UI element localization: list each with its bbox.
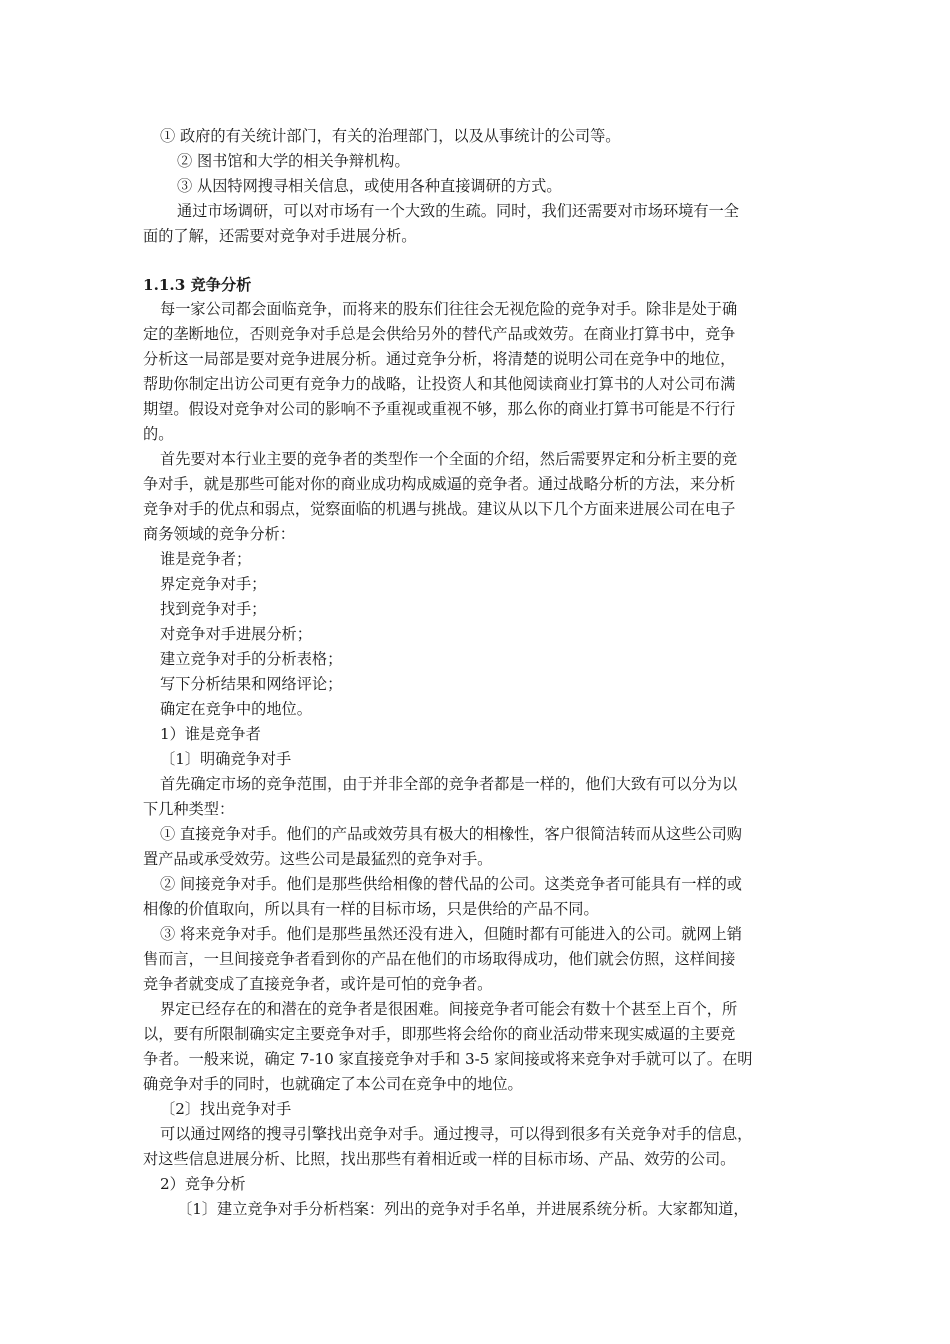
list-item: 找到竞争对手； xyxy=(160,600,267,618)
paragraph-line: 定的垄断地位，否则竞争对手总是会供给另外的替代产品或效劳。在商业打算书中，竞争 xyxy=(143,325,736,343)
list-item-source-2: ② 图书馆和大学的相关争辩机构。 xyxy=(177,152,410,170)
list-item-source-1: ① 政府的有关统计部门，有关的治理部门，以及从事统计的公司等。 xyxy=(160,127,621,145)
list-item: 写下分析结果和网络评论； xyxy=(160,675,343,693)
subheading: 〔1〕明确竞争对手 xyxy=(160,750,292,768)
section-heading: 1.1.3 竞争分析 xyxy=(143,276,252,294)
paragraph-line: 争者。一般来说，确定 7-10 家直接竞争对手和 3-5 家间接或将来竞争对手就可以了。在明 xyxy=(143,1050,753,1068)
list-item: 界定竞争对手； xyxy=(160,575,267,593)
paragraph-line: 分析这一局部是要对竞争进展分析。通过竞争分析，将清楚的说明公司在竞争中的地位， xyxy=(143,350,736,368)
list-item: 对竞争对手进展分析； xyxy=(160,625,312,643)
list-item: ② 间接竞争对手。他们是那些供给相像的替代品的公司。这类竞争者可能具有一样的或 xyxy=(160,875,742,893)
subheading: 2）竞争分析 xyxy=(160,1175,246,1193)
paragraph-line: 〔1〕建立竞争对手分析档案：列出的竞争对手名单，并进展系统分析。大家都知道， xyxy=(177,1200,749,1218)
paragraph-line: 每一家公司都会面临竞争，而将来的股东们往往会无视危险的竞争对手。除非是处于确 xyxy=(160,300,738,318)
list-item: 谁是竞争者； xyxy=(160,550,252,568)
subheading: 1）谁是竞争者 xyxy=(160,725,261,743)
paragraph-line: 竞争者就变成了直接竞争者，或许是可怕的竞争者。 xyxy=(143,975,493,993)
list-item: 确定在竞争中的地位。 xyxy=(160,700,312,718)
paragraph-line: 确竞争对手的同时，也就确定了本公司在竞争中的地位。 xyxy=(143,1075,523,1093)
paragraph-line: 置产品或承受效劳。这些公司是最猛烈的竞争对手。 xyxy=(143,850,493,868)
paragraph-line: 期望。假设对竞争对公司的影响不予重视或重视不够，那么你的商业打算书可能是不行行 xyxy=(143,400,736,418)
list-item-source-3: ③ 从因特网搜寻相关信息，或使用各种直接调研的方式。 xyxy=(177,177,562,195)
paragraph-line: 面的了解，还需要对竞争对手进展分析。 xyxy=(143,227,417,245)
paragraph-line: 以，要有所限制确实定主要竞争对手，即那些将会给你的商业活动带来现实威逼的主要竞 xyxy=(143,1025,736,1043)
paragraph-line: 对这些信息进展分析、比照，找出那些有着相近或一样的目标市场、产品、效劳的公司。 xyxy=(143,1150,736,1168)
list-item: ③ 将来竞争对手。他们是那些虽然还没有进入，但随时都有可能进入的公司。就网上销 xyxy=(160,925,742,943)
list-item: 建立竞争对手的分析表格； xyxy=(160,650,343,668)
paragraph-line: 可以通过网络的搜寻引擎找出竞争对手。通过搜寻，可以得到很多有关竞争对手的信息， xyxy=(160,1125,753,1143)
paragraph-line: 相像的价值取向，所以具有一样的目标市场，只是供给的产品不同。 xyxy=(143,900,599,918)
paragraph-line: 通过市场调研，可以对市场有一个大致的生疏。同时，我们还需要对市场环境有一全 xyxy=(177,202,739,220)
subheading: 〔2〕找出竞争对手 xyxy=(160,1100,292,1118)
paragraph-line: 售而言，一旦间接竞争者看到你的产品在他们的市场取得成功，他们就会仿照，这样间接 xyxy=(143,950,736,968)
paragraph-line: 界定已经存在的和潜在的竞争者是很困难。间接竞争者可能会有数十个甚至上百个，所 xyxy=(160,1000,738,1018)
list-item: ① 直接竞争对手。他们的产品或效劳具有极大的相橡性，客户很简洁转而从这些公司购 xyxy=(160,825,742,843)
paragraph-line: 竞争对手的优点和弱点，觉察面临的机遇与挑战。建议从以下几个方面来进展公司在电子 xyxy=(143,500,736,518)
paragraph-line: 下几种类型： xyxy=(143,800,235,818)
paragraph-line: 商务领域的竞争分析： xyxy=(143,525,295,543)
paragraph-line: 的。 xyxy=(143,425,174,443)
paragraph-line: 帮助你制定出访公司更有竞争力的战略，让投资人和其他阅读商业打算书的人对公司布满 xyxy=(143,375,736,393)
paragraph-line: 首先确定市场的竞争范围，由于并非全部的竞争者都是一样的，他们大致有可以分为以 xyxy=(160,775,738,793)
paragraph-line: 首先要对本行业主要的竞争者的类型作一个全面的介绍，然后需要界定和分析主要的竞 xyxy=(160,450,738,468)
paragraph-line: 争对手，就是那些可能对你的商业成功构成威逼的竞争者。通过战略分析的方法，来分析 xyxy=(143,475,736,493)
